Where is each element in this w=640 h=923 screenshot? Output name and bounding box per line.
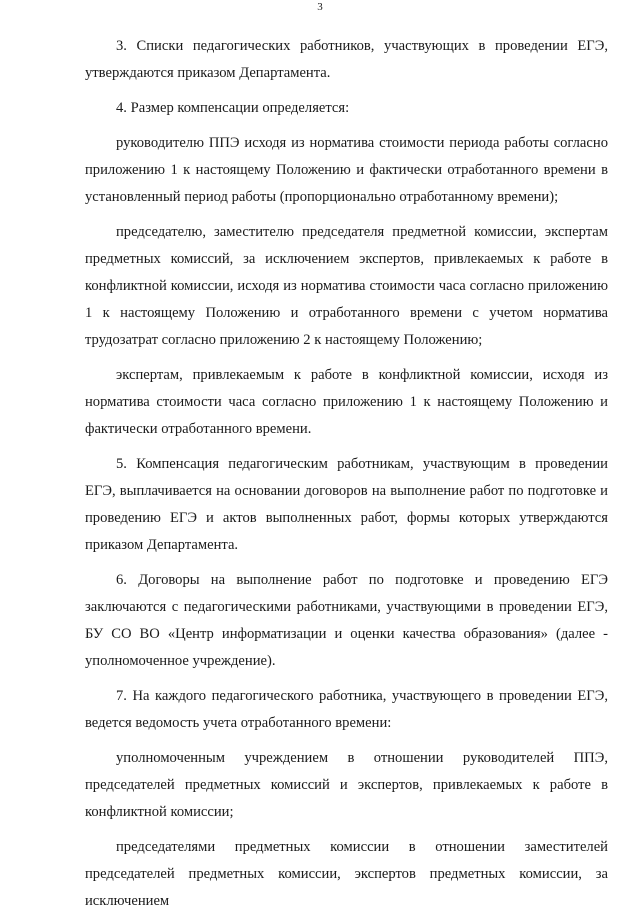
paragraph-item-4: 4. Размер компенсации определяется: xyxy=(116,100,350,116)
paragraph-commission-chairs: председателями предметных комиссии в отношении заместителей председателей предметных комиссии, экспертов предметных комиссии, за исключением xyxy=(85,839,608,909)
paragraph-item-3: 3. Списки педагогических работников, участвующих в проведении ЕГЭ, утверждаются приказом Департамента. xyxy=(85,38,608,81)
paragraph-item-7: 7. На каждого педагогического работника, участвующего в проведении ЕГЭ, ведется ведомость учета отработанного времени: xyxy=(85,688,608,731)
page-number: 3 xyxy=(317,1,323,13)
paragraph-commission-chair: председателю, заместителю председателя предметной комиссии, экспертам предметных комиссий, за исключением экспертов, привлекаемых к работе в конфликтной комиссии, исходя из норматива стоимости часа согласно приложению 1 к настоящему Положению и отработанного времени с учетом норматива трудозатрат согласно приложению 2 к настоящему Положению; xyxy=(85,224,608,348)
paragraph-item-6: 6. Договоры на выполнение работ по подготовке и проведению ЕГЭ заключаются с педагогическими работниками, участвующими в проведении ЕГЭ, БУ СО ВО «Центр информатизации и оценки качества образования» (далее - уполномоченное учреждение). xyxy=(85,572,608,669)
paragraph-item-5: 5. Компенсация педагогическим работникам, участвующим в проведении ЕГЭ, выплачивается на основании договоров на выполнение работ по подготовке и проведению ЕГЭ и актов выполненных работ, формы которых утверждаются приказом Департамента. xyxy=(85,456,608,553)
paragraph-authorized-institution: уполномоченным учреждением в отношении руководителей ППЭ, председателей предметных комиссий и экспертов, привлекаемых к работе в конфликтной комиссии; xyxy=(85,750,608,820)
paragraph-ppe-head: руководителю ППЭ исходя из норматива стоимости периода работы согласно приложению 1 к настоящему Положению и фактически отработанного времени в установленный период работы (пропорционально отработанному времени); xyxy=(85,135,608,205)
document-body xyxy=(85,33,608,923)
paragraph-conflict-experts: экспертам, привлекаемым к работе в конфликтной комиссии, исходя из норматива стоимости часа согласно приложению 1 к настоящему Положению и фактически отработанного времени. xyxy=(85,367,608,437)
